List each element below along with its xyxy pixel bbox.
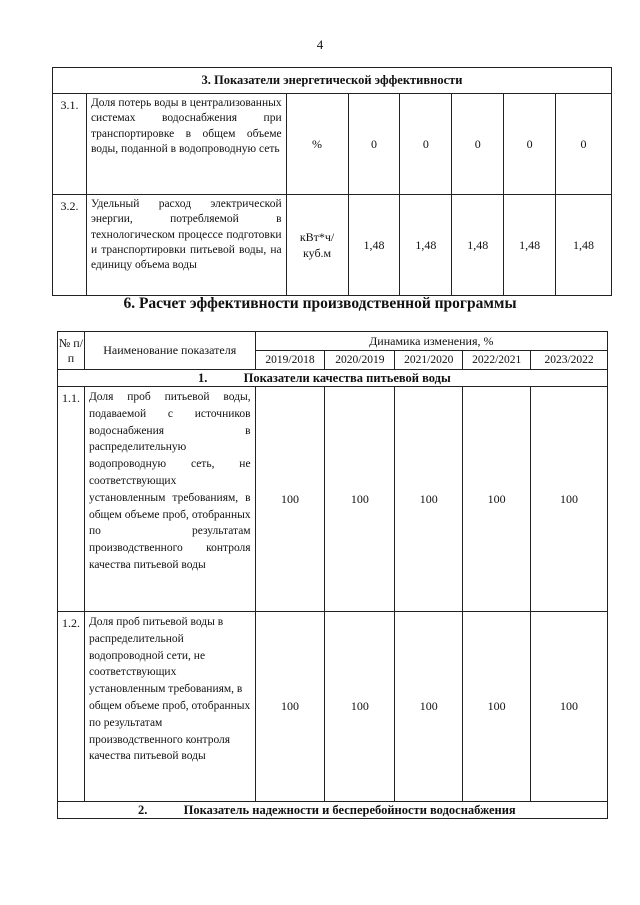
- value-cell: 100: [531, 612, 608, 802]
- year-header: 2020/2019: [325, 351, 395, 370]
- value-cell: 1,48: [452, 195, 504, 296]
- value-cell: 100: [463, 387, 531, 612]
- table-row: [58, 387, 608, 612]
- value-cell: 100: [395, 387, 463, 612]
- value-cell: 100: [325, 387, 395, 612]
- col-name-header: Наименование показателя: [84, 332, 255, 370]
- year-header: 2019/2018: [255, 351, 325, 370]
- value-cell: 100: [255, 387, 325, 612]
- value-cell: 1,48: [556, 195, 612, 296]
- table-row: [58, 612, 608, 802]
- efficiency-table: [57, 331, 608, 819]
- row-number: 3.1.: [53, 94, 87, 195]
- unit-cell: кВт*ч/ куб.м: [286, 195, 348, 296]
- value-cell: 0: [348, 94, 400, 195]
- group1-header: [58, 370, 608, 387]
- value-cell: 1,48: [348, 195, 400, 296]
- indicator-name: Удельный расход электрической энергии, потребляемой в технологическом процессе подготовки и транспортировки питьевой воды, на единицу объема воды: [86, 195, 286, 296]
- section6-title: 6. Расчет эффективности производственной программы: [123, 295, 517, 312]
- indicator-name: Доля проб питьевой воды в распределительной водопроводной сети, не соответствующих установленным требованиям, в общем объеме проб, отобранных по результатам производственного контроля качества питьевой воды: [84, 612, 255, 802]
- table-row: [53, 195, 612, 296]
- value-cell: 100: [463, 612, 531, 802]
- value-cell: 0: [504, 94, 556, 195]
- value-cell: 1,48: [504, 195, 556, 296]
- value-cell: 100: [325, 612, 395, 802]
- indicator-name: Доля проб питьевой воды, подаваемой с источников водоснабжения в распределительную водопроводную сеть, не соответствующих установленным требованиям, в общем объеме проб, отобранных по результатам производственного контроля качества питьевой воды: [84, 387, 255, 612]
- year-header: 2021/2020: [395, 351, 463, 370]
- value-cell: 100: [255, 612, 325, 802]
- year-header: 2023/2022: [531, 351, 608, 370]
- value-cell: 100: [395, 612, 463, 802]
- row-number: 1.2.: [58, 612, 85, 802]
- table-row: [53, 94, 612, 195]
- value-cell: 1,48: [400, 195, 452, 296]
- col-num-header: № п/п: [58, 332, 85, 370]
- indicator-name: Доля потерь воды в централизованных системах водоснабжения при транспортировке в общем объеме воды, поданной в водопроводную сеть: [86, 94, 286, 195]
- page-number: 4: [316, 37, 324, 52]
- value-cell: 100: [531, 387, 608, 612]
- year-header: 2022/2021: [463, 351, 531, 370]
- section3-title: 3. Показатели энергетической эффективности: [53, 68, 612, 94]
- group-title: Показатели качества питьевой воды: [243, 370, 451, 385]
- col-dynamics-header: Динамика изменения, %: [255, 332, 607, 351]
- group2-header: [58, 802, 608, 819]
- unit-cell: %: [286, 94, 348, 195]
- group-number: 1.: [198, 370, 208, 385]
- value-cell: 0: [452, 94, 504, 195]
- row-number: 3.2.: [53, 195, 87, 296]
- energy-efficiency-table: [52, 67, 612, 296]
- value-cell: 0: [400, 94, 452, 195]
- row-number: 1.1.: [58, 387, 85, 612]
- value-cell: 0: [556, 94, 612, 195]
- group-title: Показатель надежности и бесперебойности водоснабжения: [183, 802, 516, 817]
- group-number: 2.: [138, 802, 148, 817]
